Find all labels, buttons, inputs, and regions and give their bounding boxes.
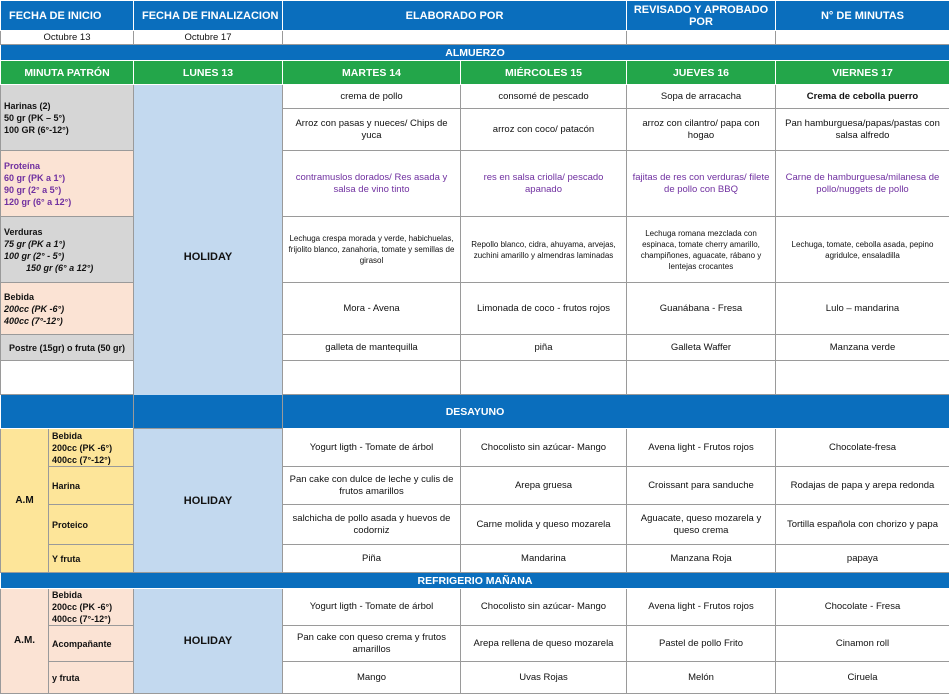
almuerzo-row bbox=[1, 85, 949, 109]
almuerzo-wed-4[interactable]: Repollo blanco, cidra, ahuyama, arvejas, zuchini amarillo y almendras laminadas bbox=[461, 217, 627, 283]
minuta-patron-header: MINUTA PATRÓN bbox=[1, 61, 134, 85]
holiday-almuerzo: HOLIDAY bbox=[134, 85, 283, 429]
almuerzo-fri-5[interactable]: Lulo – mandarina bbox=[776, 283, 949, 335]
section-title-refrigerio: REFRIGERIO MAÑANA bbox=[1, 573, 949, 589]
header-row bbox=[1, 1, 949, 31]
refrigerio-wed-2[interactable]: Arepa rellena de queso mozarela bbox=[461, 626, 627, 662]
desayuno-category-proteico: Proteico bbox=[49, 505, 134, 545]
start-date-header: FECHA DE INICIO bbox=[1, 1, 134, 31]
refrigerio-thu-3[interactable]: Melón bbox=[627, 662, 776, 694]
almuerzo-wed-1[interactable]: consomé de pescado bbox=[461, 85, 627, 109]
almuerzo-fri-3[interactable]: Carne de hamburguesa/milanesa de pollo/nuggets de pollo bbox=[776, 151, 949, 217]
almuerzo-fri-2[interactable]: Pan hamburguesa/papas/pastas con salsa alfredo bbox=[776, 109, 949, 151]
almuerzo-wed-6[interactable]: piña bbox=[461, 335, 627, 361]
end-date-value[interactable]: Octubre 17 bbox=[134, 31, 283, 45]
refrigerio-thu-2[interactable]: Pastel de pollo Frito bbox=[627, 626, 776, 662]
refrigerio-category-bebida: Bebida 200cc (PK -6°) 400cc (7°-12°) bbox=[49, 589, 134, 626]
desayuno-tue-4[interactable]: Piña bbox=[283, 545, 461, 573]
header-values-row bbox=[1, 31, 949, 45]
desayuno-thu-4[interactable]: Manzana Roja bbox=[627, 545, 776, 573]
almuerzo-tue-6[interactable]: galleta de mantequilla bbox=[283, 335, 461, 361]
refrigerio-tue-1[interactable]: Yogurt ligth - Tomate de árbol bbox=[283, 589, 461, 626]
day-header-row bbox=[1, 61, 949, 85]
group-label-am: A.M bbox=[1, 429, 49, 573]
almuerzo-wed-3[interactable]: res en salsa criolla/ pescado apanado bbox=[461, 151, 627, 217]
almuerzo-tue-2[interactable]: Arroz con pasas y nueces/ Chips de yuca bbox=[283, 109, 461, 151]
minutas-header: N° DE MINUTAS bbox=[776, 1, 949, 31]
desayuno-fri-4[interactable]: papaya bbox=[776, 545, 949, 573]
desayuno-category-bebida: Bebida 200cc (PK -6°) 400cc (7°-12°) bbox=[49, 429, 134, 467]
almuerzo-thu-4[interactable]: Lechuga romana mezclada con espinaca, tomate cherry amarillo, champiñones, aguacate, rábano y lentejas crocantes bbox=[627, 217, 776, 283]
desayuno-thu-2[interactable]: Croissant para sanduche bbox=[627, 467, 776, 505]
refrigerio-tue-2[interactable]: Pan cake con queso crema y frutos amarillos bbox=[283, 626, 461, 662]
category-harinas: Harinas (2) 50 gr (PK – 5°) 100 GR (6°-12°) bbox=[1, 85, 134, 151]
desayuno-thu-3[interactable]: Aguacate, queso mozarela y queso crema bbox=[627, 505, 776, 545]
desayuno-tue-1[interactable]: Yogurt ligth - Tomate de árbol bbox=[283, 429, 461, 467]
category-postre: Postre (15gr) o fruta (50 gr) bbox=[1, 335, 134, 361]
holiday-desayuno: HOLIDAY bbox=[134, 429, 283, 573]
refrigerio-wed-1[interactable]: Chocolisto sin azúcar- Mango bbox=[461, 589, 627, 626]
day-header-tuesday: MARTES 14 bbox=[283, 61, 461, 85]
almuerzo-wed-2[interactable]: arroz con coco/ patacón bbox=[461, 109, 627, 151]
desayuno-fri-1[interactable]: Chocolate-fresa bbox=[776, 429, 949, 467]
desayuno-tue-2[interactable]: Pan cake con dulce de leche y culis de frutos amarillos bbox=[283, 467, 461, 505]
almuerzo-thu-2[interactable]: arroz con cilantro/ papa con hogao bbox=[627, 109, 776, 151]
category-verduras: Verduras 75 gr (PK a 1°) 100 gr (2° - 5°) 150 gr (6° a 12°) bbox=[1, 217, 134, 283]
almuerzo-wed-5[interactable]: Limonada de coco - frutos rojos bbox=[461, 283, 627, 335]
refrigerio-fri-3[interactable]: Ciruela bbox=[776, 662, 949, 694]
desayuno-wed-3[interactable]: Carne molida y queso mozarela bbox=[461, 505, 627, 545]
desayuno-tue-3[interactable]: salchicha de pollo asada y huevos de codorniz bbox=[283, 505, 461, 545]
group-label-am-refrigerio: A.M. bbox=[1, 589, 49, 694]
category-bebida: Bebida 200cc (PK -6°) 400cc (7°-12°) bbox=[1, 283, 134, 335]
section-title-desayuno: DESAYUNO bbox=[1, 395, 949, 429]
day-header-monday: LUNES 13 bbox=[134, 61, 283, 85]
desayuno-wed-2[interactable]: Arepa gruesa bbox=[461, 467, 627, 505]
day-header-thursday: JUEVES 16 bbox=[627, 61, 776, 85]
refrigerio-category-fruta: y fruta bbox=[49, 662, 134, 694]
almuerzo-tue-3[interactable]: contramuslos dorados/ Res asada y salsa de vino tinto bbox=[283, 151, 461, 217]
refrigerio-category-acompanante: Acompañante bbox=[49, 626, 134, 662]
start-date-value[interactable]: Octubre 13 bbox=[1, 31, 134, 45]
desayuno-row bbox=[1, 429, 949, 467]
refrigerio-row bbox=[1, 589, 949, 626]
revisado-header: REVISADO Y APROBADO POR bbox=[627, 1, 776, 31]
refrigerio-fri-1[interactable]: Chocolate - Fresa bbox=[776, 589, 949, 626]
almuerzo-fri-6[interactable]: Manzana verde bbox=[776, 335, 949, 361]
almuerzo-fri-4[interactable]: Lechuga, tomate, cebolla asada, pepino agridulce, ensaladilla bbox=[776, 217, 949, 283]
elaborado-header: ELABORADO POR bbox=[283, 1, 627, 31]
almuerzo-tue-1[interactable]: crema de pollo bbox=[283, 85, 461, 109]
refrigerio-wed-3[interactable]: Uvas Rojas bbox=[461, 662, 627, 694]
desayuno-fri-2[interactable]: Rodajas de papa y arepa redonda bbox=[776, 467, 949, 505]
minutas-value[interactable] bbox=[776, 31, 949, 45]
desayuno-category-harina: Harina bbox=[49, 467, 134, 505]
almuerzo-thu-6[interactable]: Galleta Waffer bbox=[627, 335, 776, 361]
desayuno-fri-3[interactable]: Tortilla española con chorizo y papa bbox=[776, 505, 949, 545]
refrigerio-thu-1[interactable]: Avena light - Frutos rojos bbox=[627, 589, 776, 626]
revisado-value[interactable] bbox=[627, 31, 776, 45]
day-header-friday: VIERNES 17 bbox=[776, 61, 949, 85]
desayuno-category-fruta: Y fruta bbox=[49, 545, 134, 573]
end-date-header: FECHA DE FINALIZACION bbox=[134, 1, 283, 31]
almuerzo-thu-1[interactable]: Sopa de arracacha bbox=[627, 85, 776, 109]
desayuno-thu-1[interactable]: Avena light - Frutos rojos bbox=[627, 429, 776, 467]
almuerzo-fri-1[interactable]: Crema de cebolla puerro bbox=[776, 85, 949, 109]
almuerzo-tue-4[interactable]: Lechuga crespa morada y verde, habichuelas, frijolito blanco, zanahoria, tomate y semillas de girasol bbox=[283, 217, 461, 283]
holiday-refrigerio: HOLIDAY bbox=[134, 589, 283, 694]
refrigerio-fri-2[interactable]: Cinamon roll bbox=[776, 626, 949, 662]
section-title-almuerzo: ALMUERZO bbox=[1, 45, 949, 61]
desayuno-wed-1[interactable]: Chocolisto sin azúcar- Mango bbox=[461, 429, 627, 467]
category-proteina: Proteína 60 gr (PK a 1°) 90 gr (2° a 5°) 120 gr (6° a 12°) bbox=[1, 151, 134, 217]
refrigerio-tue-3[interactable]: Mango bbox=[283, 662, 461, 694]
elaborado-value[interactable] bbox=[283, 31, 627, 45]
almuerzo-thu-3[interactable]: fajitas de res con verduras/ filete de pollo con BBQ bbox=[627, 151, 776, 217]
desayuno-wed-4[interactable]: Mandarina bbox=[461, 545, 627, 573]
day-header-wednesday: MIÉRCOLES 15 bbox=[461, 61, 627, 85]
almuerzo-thu-5[interactable]: Guanábana - Fresa bbox=[627, 283, 776, 335]
almuerzo-tue-5[interactable]: Mora - Avena bbox=[283, 283, 461, 335]
